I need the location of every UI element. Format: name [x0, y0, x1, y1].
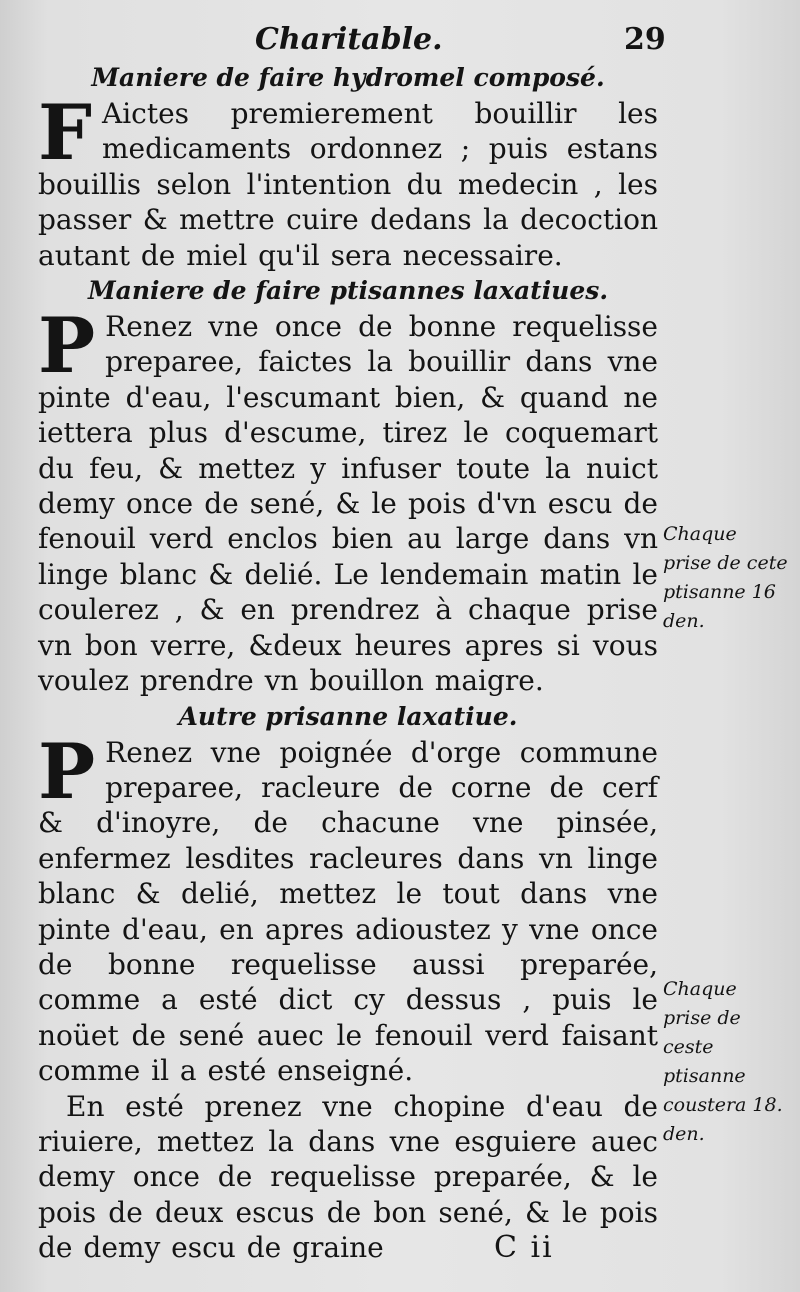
signature-mark: C ii — [494, 1230, 554, 1265]
paragraph-autre — [38, 726, 658, 1089]
margin-note-2: Chaque prise de ceste ptisanne coustera 18. den. — [663, 978, 783, 1145]
drop-cap: F — [38, 88, 92, 177]
paragraph-continuation: En esté prenez vne chopine d'eau de riuiere, mettez la dans vne esguiere auec demy once de requelisse preparée, & le pois de deux escus de bon sené, & le pois de demy escu de graine — [38, 1089, 658, 1265]
paragraph-text: Aictes premierement bouillir les medicaments ordonnez ; puis estans bouillis selon l'intention du medecin , les passer & mettre cuire dedans la decoction autant de miel qu'il sera necessaire. — [38, 97, 658, 272]
paragraph-text: Renez vne once de bonne requelisse preparee, faictes la bouillir dans vne pinte d'eau, l'escumant bien, & quand ne iettera plus d'escume, tirez le coquemart du feu, & mettez y infuser toute la nuict demy once de sené, & le pois d'vn escu de fenouil verd enclos bien au large dans vn linge blanc & delié. Le lendemain matin le coulerez , & en prendrez à chaque prise vn bon verre, &deux heures apres si vous voulez prendre vn bouillon maigre. — [38, 310, 658, 698]
drop-cap: P — [38, 726, 96, 816]
section-heading-hydromel: Maniere de faire hydromel composé. — [91, 63, 605, 92]
page-number: 29 — [624, 22, 666, 57]
running-title: Charitable. — [255, 22, 443, 57]
paragraph-ptisannes — [38, 301, 658, 698]
main-text — [38, 60, 658, 1266]
section-heading-ptisannes: Maniere de faire ptisannes laxatiues. — [87, 276, 609, 306]
paragraph-hydromel — [38, 88, 658, 273]
drop-cap: P — [38, 301, 96, 391]
page-header — [0, 22, 800, 62]
margin-note-1: Chaque prise de cete ptisanne 16 den. — [663, 523, 788, 632]
section-heading-autre: Autre prisanne laxatiue. — [178, 701, 518, 731]
paragraph-text: Renez vne poignée d'orge commune preparee, racleure de corne de cerf & d'inoyre, de chacune vne pinsée, enfermez lesdites racleures dans vn linge blanc & delié, mettez le tout dans vne pinte d'eau, en apres adioustez y vne once de bonne requelisse aussi preparée, comme a esté dict cy dessus , puis le noüet de sené auec le fenouil verd faisant comme il a esté enseigné. — [38, 735, 658, 1088]
